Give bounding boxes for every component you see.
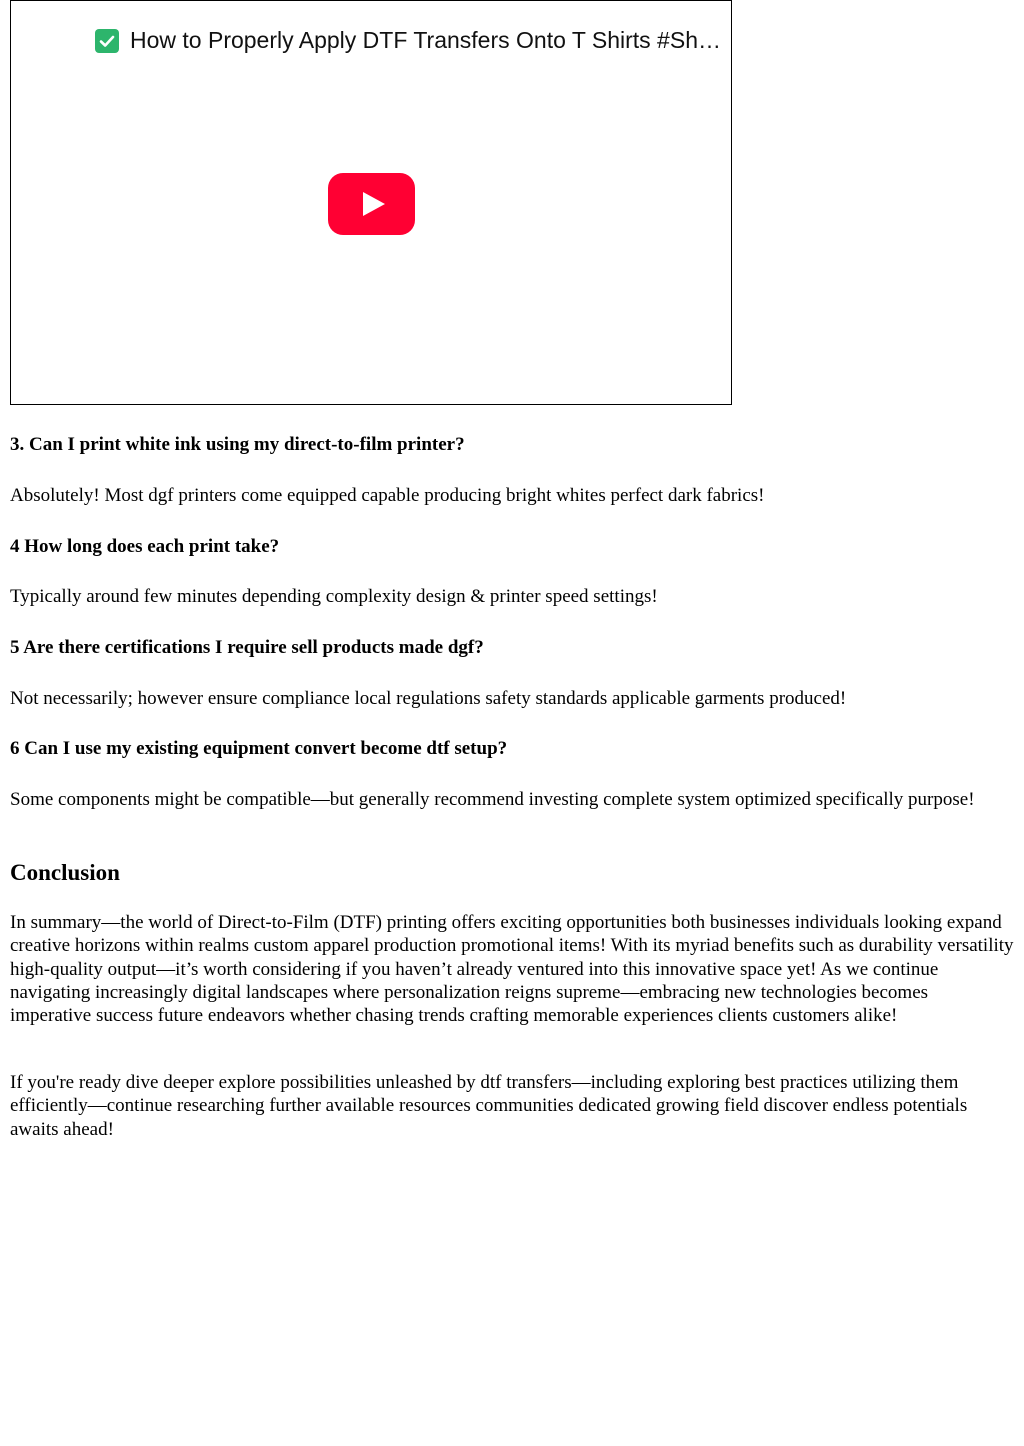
faq-question-3: 3. Can I print white ink using my direct-to-film printer? bbox=[10, 434, 465, 455]
faq-question-5: 5 Are there certifications I require sell products made dgf? bbox=[10, 637, 484, 658]
video-embed[interactable] bbox=[10, 0, 732, 405]
faq-answer-3: Absolutely! Most dgf printers come equipped capable producing bright whites perfect dark fabrics! bbox=[10, 485, 765, 506]
conclusion-paragraph-2: If you're ready dive deeper explore possibilities unleashed by dtf transfers—including exploring best practices utilizing them efficiently—continue researching further available resources communities dedicated growing field discover endless potentials awaits ahead! bbox=[10, 1072, 968, 1140]
faq-question-6: 6 Can I use my existing equipment convert become dtf setup? bbox=[10, 738, 508, 759]
check-badge-icon bbox=[95, 29, 119, 53]
faq-answer-4: Typically around few minutes depending complexity design & printer speed settings! bbox=[10, 586, 658, 607]
video-title[interactable]: How to Properly Apply DTF Transfers Onto T Shirts #Sh… bbox=[130, 27, 721, 53]
faq-answer-6: Some components might be compatible—but generally recommend investing complete system optimized specifically purpose! bbox=[10, 789, 975, 810]
youtube-play-icon[interactable] bbox=[328, 173, 415, 235]
faq-answer-5: Not necessarily; however ensure compliance local regulations safety standards applicable garments produced! bbox=[10, 688, 847, 709]
video-title-row[interactable] bbox=[95, 27, 721, 54]
article-content bbox=[10, 0, 1014, 1140]
faq-question-4: 4 How long does each print take? bbox=[10, 536, 280, 557]
conclusion-heading: Conclusion bbox=[10, 860, 120, 885]
conclusion-paragraph-1: In summary—the world of Direct-to-Film (DTF) printing offers exciting opportunities both businesses individuals looking expand creative horizons within realms custom apparel production promotional items! With its myriad benefits such as durability versatility high-quality output—it’s worth considering if you haven’t already ventured into this innovative space yet! As we continue navigating increasingly digital landscapes where personalization reigns supreme—embracing new technologies becomes imperative success future endeavors whether chasing trends crafting memorable experiences clients customers alike! bbox=[10, 912, 1014, 1027]
